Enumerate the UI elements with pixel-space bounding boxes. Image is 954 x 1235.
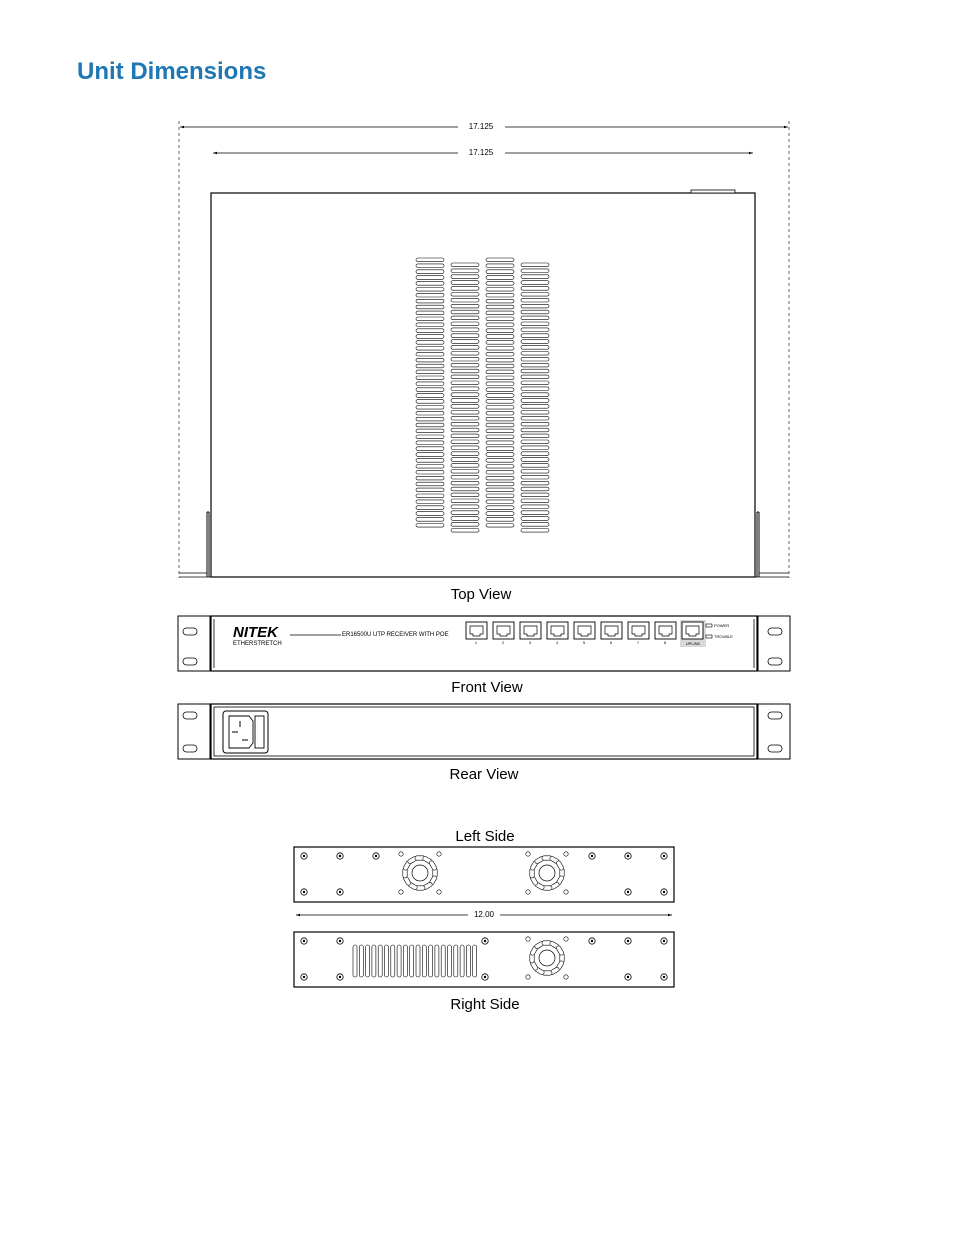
vent-slot	[521, 387, 549, 391]
top-chassis	[211, 193, 755, 577]
right-side-view	[294, 932, 674, 1013]
port-number: 7	[636, 640, 640, 645]
vent-slot	[416, 441, 444, 445]
vent-slot	[353, 945, 357, 977]
screw-icon	[301, 974, 307, 980]
vent-slot	[521, 487, 549, 491]
vent-slot	[451, 298, 479, 302]
top-tab	[691, 190, 735, 193]
vent-slot	[416, 276, 444, 280]
vent-slot	[451, 281, 479, 285]
vent-slot	[521, 393, 549, 397]
vent-slot	[486, 411, 514, 415]
vent-slot	[403, 945, 407, 977]
vent-slot	[416, 423, 444, 427]
screw-icon	[337, 889, 343, 895]
vent-slot	[416, 288, 444, 292]
vent-slot	[454, 945, 458, 977]
chassis-width-dimension	[213, 148, 753, 157]
vent-slot	[486, 394, 514, 398]
vent-slot	[416, 311, 444, 315]
vent-slot	[448, 945, 452, 977]
vent-slot	[416, 388, 444, 392]
vent-slot	[521, 263, 549, 267]
top-right-ear	[755, 512, 789, 577]
rj45-port	[547, 622, 568, 639]
vent-slot	[416, 500, 444, 504]
vent-slot	[451, 470, 479, 474]
vent-slot	[521, 422, 549, 426]
port-number: 6	[609, 640, 613, 645]
vent-slot	[416, 293, 444, 297]
uplink-label: UPLINK	[685, 641, 701, 646]
vent-slot	[451, 517, 479, 521]
vent-slot	[416, 347, 444, 351]
vent-slot	[486, 512, 514, 516]
top-left-ear	[179, 512, 211, 577]
vent-slot	[416, 270, 444, 274]
vent-slot	[451, 440, 479, 444]
vent-slot	[441, 945, 445, 977]
vent-slot	[416, 406, 444, 410]
vent-slot	[416, 329, 444, 333]
vent-slot	[451, 422, 479, 426]
vent-slot	[451, 381, 479, 385]
vent-slot	[416, 476, 444, 480]
vent-slot	[521, 316, 549, 320]
vent-slot	[451, 393, 479, 397]
vent-slot	[521, 399, 549, 403]
port-number: 1	[474, 640, 478, 645]
screw-icon	[337, 938, 343, 944]
vent-slot	[397, 945, 401, 977]
vent-slot	[521, 452, 549, 456]
vent-slot	[416, 524, 444, 528]
vent-slot	[521, 281, 549, 285]
screw-icon	[482, 938, 488, 944]
screw-icon	[589, 938, 595, 944]
vent-slot	[416, 411, 444, 415]
screw-icon	[482, 974, 488, 980]
vent-slot	[416, 400, 444, 404]
vent-slot	[416, 264, 444, 268]
vent-slot	[486, 329, 514, 333]
port-number: 5	[582, 640, 586, 645]
vent-slot	[451, 481, 479, 485]
vent-slot	[451, 487, 479, 491]
vent-slot	[416, 512, 444, 516]
vent-slot	[416, 453, 444, 457]
vent-slot	[451, 499, 479, 503]
vent-slot	[451, 529, 479, 533]
rj45-port	[628, 622, 649, 639]
vent-slot	[486, 288, 514, 292]
rj45-port	[574, 622, 595, 639]
vent-slot	[416, 376, 444, 380]
vent-slot	[416, 417, 444, 421]
vent-slot	[451, 446, 479, 450]
vent-slot	[521, 511, 549, 515]
vent-slot	[486, 500, 514, 504]
vent-slot	[486, 406, 514, 410]
vent-slot	[486, 447, 514, 451]
power-led-label: POWER	[714, 623, 730, 628]
vent-slot	[521, 434, 549, 438]
vent-slot	[486, 494, 514, 498]
vent-slot	[460, 945, 464, 977]
vent-slot	[416, 494, 444, 498]
vent-slot	[451, 346, 479, 350]
vent-slot	[486, 341, 514, 345]
vent-slot	[416, 429, 444, 433]
vent-slot	[521, 446, 549, 450]
screw-icon	[625, 938, 631, 944]
vent-slot	[486, 370, 514, 374]
vent-slot	[416, 459, 444, 463]
vent-slot	[521, 357, 549, 361]
left-side-caption: Left Side	[455, 828, 515, 845]
ear-slot	[768, 745, 782, 752]
vent-slot	[521, 298, 549, 302]
vent-slot	[451, 375, 479, 379]
vent-slot	[429, 945, 433, 977]
vent-slot	[473, 945, 477, 977]
top-view-caption: Top View	[450, 586, 512, 603]
rear-view	[178, 704, 790, 783]
screw-icon	[337, 974, 343, 980]
screw-icon	[625, 853, 631, 859]
vent-slot	[416, 394, 444, 398]
vent-slot	[521, 340, 549, 344]
brand-logo: NITEK	[233, 624, 278, 641]
vent-slot	[451, 304, 479, 308]
vent-slot	[486, 352, 514, 356]
screw-icon	[589, 853, 595, 859]
vent-slot	[521, 481, 549, 485]
vent-slot	[521, 428, 549, 432]
vent-slot	[372, 945, 376, 977]
vent-slot	[486, 423, 514, 427]
vent-slot	[521, 322, 549, 326]
ear-slot	[768, 658, 782, 665]
vent-slot	[422, 945, 426, 977]
vent-slot	[521, 269, 549, 273]
vent-slot	[451, 340, 479, 344]
rear-panel	[211, 704, 757, 759]
vent-slot	[451, 387, 479, 391]
vent-slot	[416, 323, 444, 327]
vent-slot	[486, 459, 514, 463]
vent-slot	[451, 352, 479, 356]
screw-icon	[661, 889, 667, 895]
vent-slot	[451, 310, 479, 314]
ear-slot	[768, 712, 782, 719]
vent-slot	[486, 441, 514, 445]
uplink-port	[682, 622, 703, 639]
vent-slot	[486, 429, 514, 433]
vent-slot	[416, 447, 444, 451]
vent-slot	[486, 382, 514, 386]
vent-slot	[416, 370, 444, 374]
vent-slot	[416, 258, 444, 262]
left-side-view	[294, 828, 674, 902]
overall-width-label: 17.125	[468, 122, 494, 131]
vent-slot	[451, 411, 479, 415]
screw-icon	[625, 889, 631, 895]
vent-slot	[416, 488, 444, 492]
vent-slot	[486, 258, 514, 262]
vent-slot	[451, 275, 479, 279]
vent-slot	[451, 434, 479, 438]
vent-slot	[416, 335, 444, 339]
vent-slot	[486, 465, 514, 469]
vent-slot	[486, 476, 514, 480]
vent-slot	[521, 381, 549, 385]
vent-slot	[486, 376, 514, 380]
vent-slot	[486, 299, 514, 303]
vent-slot	[451, 263, 479, 267]
vent-slot	[416, 317, 444, 321]
vent-slot	[416, 282, 444, 286]
vent-slot	[451, 322, 479, 326]
vent-slot	[486, 417, 514, 421]
vent-slot	[451, 287, 479, 291]
vent-slot	[378, 945, 382, 977]
screw-icon	[301, 938, 307, 944]
vent-slot	[521, 287, 549, 291]
chassis-width-label: 17.125	[468, 148, 494, 157]
vent-slot	[451, 416, 479, 420]
vent-slot	[486, 317, 514, 321]
vent-slot	[521, 363, 549, 367]
vent-slot	[451, 464, 479, 468]
rj45-port	[493, 622, 514, 639]
port-number: 2	[501, 640, 505, 645]
vent-slot	[466, 945, 470, 977]
vent-slot	[486, 293, 514, 297]
left-side-panel	[294, 847, 674, 902]
power-led	[706, 624, 712, 627]
vent-slot	[385, 945, 389, 977]
screw-icon	[661, 853, 667, 859]
vent-slot	[521, 304, 549, 308]
subbrand-label: ETHERSTRETCH	[233, 641, 282, 647]
side-depth-label: 12.00	[473, 910, 495, 919]
vent-slot	[486, 435, 514, 439]
top-view	[179, 121, 789, 603]
vent-slot	[486, 282, 514, 286]
vent-slot	[416, 364, 444, 368]
vent-slot	[416, 299, 444, 303]
front-view	[178, 616, 790, 696]
screw-icon	[301, 889, 307, 895]
vent-slot	[451, 523, 479, 527]
front-view-caption: Front View	[451, 679, 523, 696]
vent-slot	[521, 475, 549, 479]
rj45-port	[520, 622, 541, 639]
ear-slot	[183, 658, 197, 665]
ear-slot	[183, 628, 197, 635]
vent-slot	[486, 347, 514, 351]
vent-slot	[451, 334, 479, 338]
trouble-led	[706, 635, 712, 638]
vent-slot	[521, 334, 549, 338]
vent-slot	[451, 428, 479, 432]
vent-slot	[486, 276, 514, 280]
vent-slot	[416, 470, 444, 474]
vent-slot	[521, 416, 549, 420]
vent-slot	[521, 275, 549, 279]
right-side-caption: Right Side	[450, 996, 520, 1013]
vent-slot	[451, 505, 479, 509]
screw-icon	[301, 853, 307, 859]
vent-slot	[451, 369, 479, 373]
vent-slot	[486, 400, 514, 404]
vent-slot	[521, 352, 549, 356]
vent-slot	[521, 346, 549, 350]
page-title: Unit Dimensions	[77, 58, 267, 85]
ear-slot	[183, 712, 197, 719]
vent-slot	[521, 458, 549, 462]
vent-slot	[521, 523, 549, 527]
vent-slot	[416, 341, 444, 345]
model-label: ER16500U UTP RECEIVER WITH POE	[342, 632, 449, 638]
vent-slot	[391, 945, 395, 977]
ear-slot	[183, 745, 197, 752]
power-inlet-icon	[223, 711, 268, 753]
vent-slot	[521, 405, 549, 409]
screw-icon	[661, 974, 667, 980]
vent-slot	[416, 352, 444, 356]
vent-slot	[416, 435, 444, 439]
vent-slot	[486, 311, 514, 315]
screw-icon	[661, 938, 667, 944]
vent-slot	[416, 305, 444, 309]
rj45-port	[655, 622, 676, 639]
vent-slot	[521, 529, 549, 533]
vent-slot	[486, 518, 514, 522]
port-number: 4	[555, 640, 559, 645]
vent-slot	[451, 405, 479, 409]
rj45-port	[601, 622, 622, 639]
vent-slot	[416, 482, 444, 486]
vent-slot	[451, 475, 479, 479]
vent-slot	[451, 458, 479, 462]
vent-slot	[521, 464, 549, 468]
trouble-led-label: TROUBLE	[714, 634, 733, 639]
vent-slot	[451, 493, 479, 497]
vent-slot	[521, 470, 549, 474]
vent-slot	[521, 499, 549, 503]
vent-slot	[451, 293, 479, 297]
port-number: 3	[528, 640, 532, 645]
vent-slot	[366, 945, 370, 977]
vent-slot	[486, 388, 514, 392]
side-depth-dimension	[296, 910, 672, 919]
screw-icon	[625, 974, 631, 980]
vent-slot	[521, 369, 549, 373]
vent-slot	[416, 518, 444, 522]
vent-slot	[486, 323, 514, 327]
vent-slot	[486, 305, 514, 309]
screw-icon	[337, 853, 343, 859]
vent-slot	[486, 506, 514, 510]
vent-slot	[486, 358, 514, 362]
ear-slot	[768, 628, 782, 635]
vent-slot	[451, 357, 479, 361]
vent-slot	[451, 363, 479, 367]
vent-slot	[416, 506, 444, 510]
vent-slot	[486, 524, 514, 528]
vent-slot	[451, 452, 479, 456]
vent-slot	[486, 335, 514, 339]
vent-slot	[451, 316, 479, 320]
vent-slot	[486, 453, 514, 457]
vent-slot	[486, 364, 514, 368]
vent-slot	[410, 945, 414, 977]
rj45-port	[466, 622, 487, 639]
vent-slot	[521, 493, 549, 497]
vent-slot	[521, 440, 549, 444]
vent-slot	[416, 358, 444, 362]
vent-slot	[521, 293, 549, 297]
vent-slot	[435, 945, 439, 977]
vent-slot	[521, 411, 549, 415]
vent-slot	[416, 945, 420, 977]
vent-slot	[521, 505, 549, 509]
vent-slot	[416, 465, 444, 469]
vent-slot	[451, 511, 479, 515]
vent-slot	[451, 269, 479, 273]
port-number: 8	[663, 640, 667, 645]
vent-slot	[486, 488, 514, 492]
vent-slot	[486, 270, 514, 274]
screw-icon	[373, 853, 379, 859]
vent-slot	[486, 482, 514, 486]
rear-view-caption: Rear View	[449, 766, 519, 783]
vent-slot	[451, 328, 479, 332]
vent-slot	[451, 399, 479, 403]
vent-slot	[521, 375, 549, 379]
vent-slot	[359, 945, 363, 977]
vent-slot	[486, 470, 514, 474]
vent-slot	[521, 517, 549, 521]
vent-slot	[521, 328, 549, 332]
vent-slot	[416, 382, 444, 386]
vent-slot	[521, 310, 549, 314]
vent-slot	[486, 264, 514, 268]
